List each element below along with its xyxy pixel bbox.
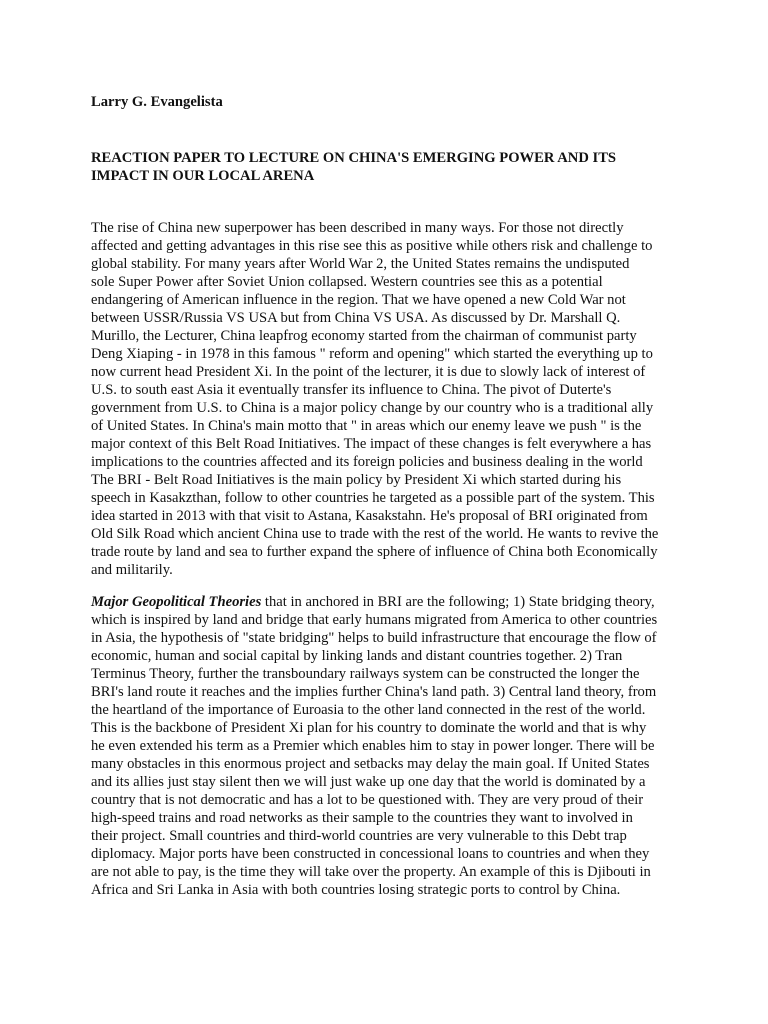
paragraph-line: implications to the countries affected and its foreign policies and business dealing in the world <box>91 454 643 470</box>
paragraph-line: many obstacles in this enormous project and setbacks may delay the main goal. If United States <box>91 756 650 772</box>
paragraph-line: BRI's land route it reaches and the implies further China's land path. 3) Central land theory, from <box>91 684 657 700</box>
paragraph-line: global stability. For many years after World War 2, the United States remains the undisputed <box>91 256 630 272</box>
paragraph-line: Murillo, the Lecturer, China leapfrog economy started from the chairman of communist party <box>91 328 637 344</box>
paragraph-line: endangering of American influence in the region. That we have opened a new Cold War not <box>91 292 626 308</box>
paragraph-line: are not able to pay, is the time they will take over the property. An example of this is Djibouti in <box>91 864 651 880</box>
paragraph-line: the heartland of the importance of Euroasia to the other land connected in the rest of the world. <box>91 702 646 718</box>
section-lead: Major Geopolitical Theories <box>91 594 262 610</box>
paragraph-line: in Asia, the hypothesis of "state bridging" helps to build infrastructure that encourage the flow of <box>91 630 657 646</box>
paragraph-line: This is the backbone of President Xi plan for his country to dominate the world and that is why <box>91 720 647 736</box>
paragraph-line: sole Super Power after Soviet Union collapsed. Western countries see this as a potential <box>91 274 603 290</box>
paper-title <box>91 149 676 185</box>
section-lead-rest: that in anchored in BRI are the following; 1) State bridging theory, <box>261 594 655 610</box>
paragraph-line <box>91 593 681 611</box>
paragraph-line: and its allies just stay silent then we will just wake up one day that the world is dominated by a <box>91 774 646 790</box>
paragraph-line: The BRI - Belt Road Initiatives is the main policy by President Xi which started during his <box>91 472 622 488</box>
paragraph-line: he even extended his term as a Premier which enables him to stay in power longer. There will be <box>91 738 655 754</box>
title-line: IMPACT IN OUR LOCAL ARENA <box>91 168 315 184</box>
paragraph-line: government from U.S. to China is a major policy change by our country who is a traditional ally <box>91 400 654 416</box>
paragraph-line: country that is not democratic and has a lot to be questioned with. They are very proud of their <box>91 792 644 808</box>
author-name: Larry G. Evangelista <box>91 94 223 110</box>
paragraph-line: Deng Xiaping - in 1978 in this famous " reform and opening" which started the everything up to <box>91 346 653 362</box>
paragraph-line: The rise of China new superpower has been described in many ways. For those not directly <box>91 220 624 236</box>
paragraph-line: high-speed trains and road networks as their sample to the countries they want to involved in <box>91 810 633 826</box>
title-line: REACTION PAPER TO LECTURE ON CHINA'S EMERGING POWER AND ITS <box>91 150 617 166</box>
paragraph-line: affected and getting advantages in this rise see this as positive while others risk and challenge to <box>91 238 653 254</box>
paragraph-line: major context of this Belt Road Initiatives. The impact of these changes is felt everywhere a has <box>91 436 652 452</box>
paragraph-line: economic, human and social capital by linking lands and distant countries together. 2) Tran <box>91 648 623 664</box>
paragraph-line: trade route by land and sea to further expand the sphere of influence of China both Economically <box>91 544 658 560</box>
paragraph-line: between USSR/Russia VS USA but from China VS USA. As discussed by Dr. Marshall Q. <box>91 310 621 326</box>
paragraph-line: idea started in 2013 with that visit to Astana, Kasakstahn. He's proposal of BRI originated from <box>91 508 648 524</box>
paragraph-line: and militarily. <box>91 562 173 578</box>
paragraph-line: now current head President Xi. In the point of the lecturer, it is due to slowly lack of interest of <box>91 364 646 380</box>
paragraph-line: diplomacy. Major ports have been constructed in concessional loans to countries and when they <box>91 846 650 862</box>
paragraph-theories <box>91 593 681 899</box>
paragraph-intro <box>91 219 681 579</box>
paragraph-line: their project. Small countries and third-world countries are very vulnerable to this Debt trap <box>91 828 627 844</box>
paragraph-line: of United States. In China's main motto that " in areas which our enemy leave we push " is the <box>91 418 642 434</box>
paragraph-line: Old Silk Road which ancient China use to trade with the rest of the world. He wants to revive the <box>91 526 659 542</box>
paragraph-line: Africa and Sri Lanka in Asia with both countries losing strategic ports to control by China. <box>91 882 621 898</box>
paragraph-line: which is inspired by land and bridge that early humans migrated from America to other countries <box>91 612 658 628</box>
paragraph-line: Terminus Theory, further the transboundary railways system can be constructed the longer the <box>91 666 640 682</box>
paragraph-line: U.S. to south east Asia it eventually transfer its influence to China. The pivot of Duterte's <box>91 382 612 398</box>
paragraph-line: speech in Kasakzthan, follow to other countries he targeted as a possible part of the system. This <box>91 490 655 506</box>
